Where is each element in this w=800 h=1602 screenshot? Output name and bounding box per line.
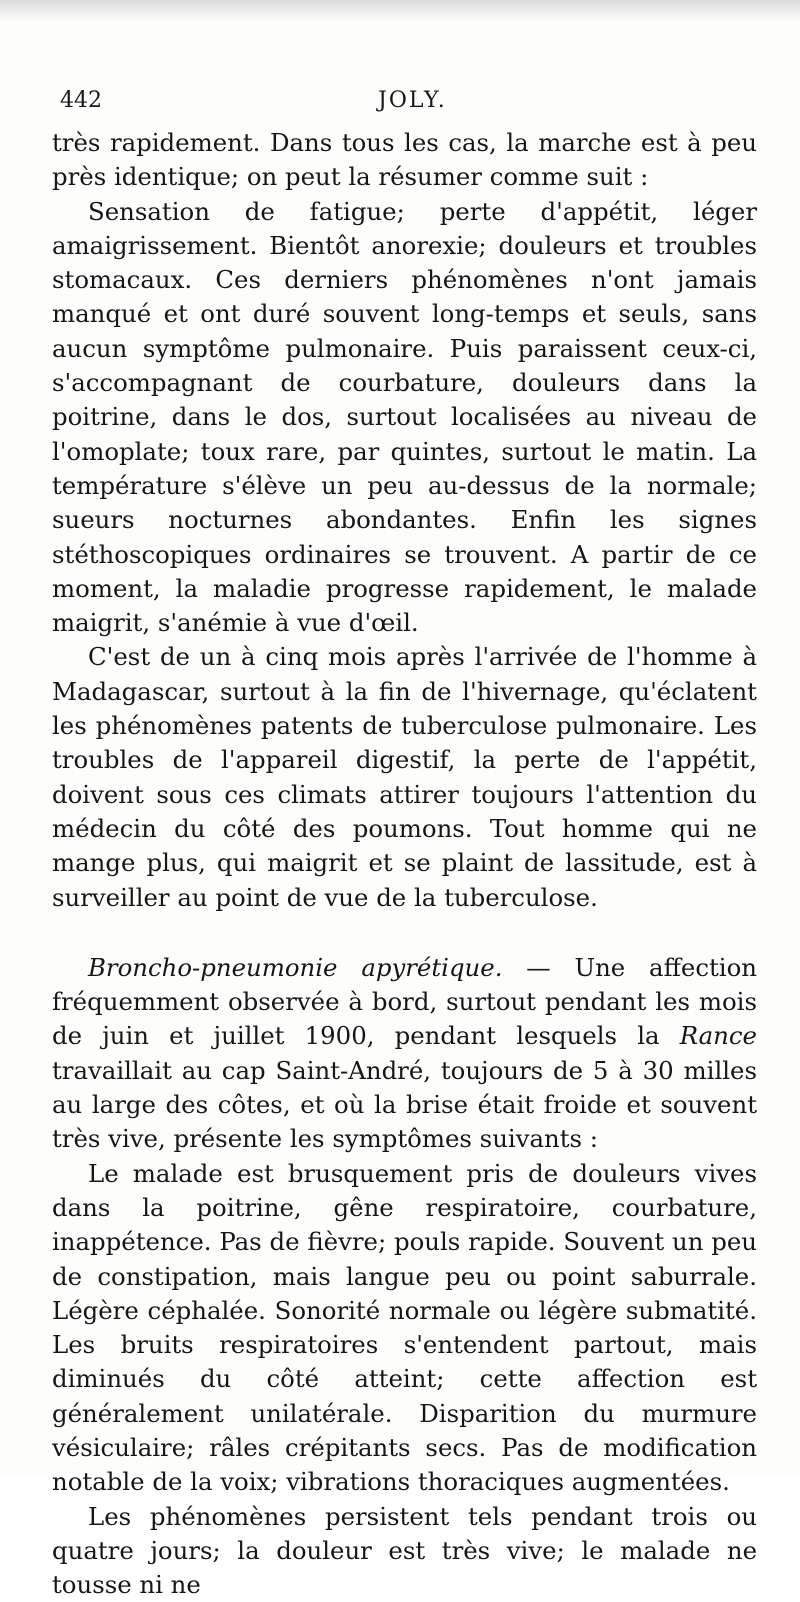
- paragraph-continuation: très rapidement. Dans tous les cas, la marche est à peu près identique; on peut la résumer comme suit :: [52, 128, 757, 192]
- paragraph-madagascar: C'est de un à cinq mois après l'arrivée de l'homme à Madagascar, surtout à la fin de l'hivernage, qu'éclatent les phénomènes patents de tuberculose pulmonaire. Les troubles de l'appareil digestif, la perte de l'appétit, doivent sous ces climats attirer toujours l'attention du médecin du côté des poumons. Tout homme qui ne mange plus, qui maigrit et se plaint de lassitude, est à surveiller au point de vue de la tuberculose.: [52, 642, 757, 912]
- paragraph-clinical-signs: Le malade est brusquement pris de douleurs vives dans la poitrine, gêne respiratoire, courbature, inappétence. Pas de fièvre; pouls rapide. Souvent un peu de constipation, mais langue peu ou point saburrale. Légère céphalée. Sonorité normale ou légère submatité. Les bruits respiratoires s'entendent partout, mais diminués du côté atteint; cette affection est généralement unilatérale. Disparition du murmure vésiculaire; râles crépitants secs. Pas de modification notable de la voix; vibrations thoraciques augmentées.: [52, 1158, 757, 1497]
- running-head: JOLY.: [378, 88, 447, 113]
- page-number: 442: [60, 88, 102, 113]
- section-title: Broncho-pneumonie apyrétique.: [88, 952, 503, 982]
- paragraph-persistence: Les phénomènes persistent tels pendant trois ou quatre jours; la douleur est très vive; le malade ne tousse ni ne: [52, 1501, 757, 1600]
- ship-name: Rance: [679, 1021, 757, 1051]
- body-text: [52, 126, 757, 1602]
- page-top-edge: [0, 0, 800, 22]
- page-header: [60, 88, 750, 118]
- paragraph-text-a: Une affection fréquemment observée à bord, surtout pendant les mois de juin et juillet 1900, pendant lesquels la: [52, 952, 757, 1051]
- section-spacer: [52, 915, 757, 951]
- paragraph-text-b: travaillait au cap Saint-André, toujours de 5 à 30 milles au large des côtes, et où la brise était froide et souvent très vive, présente les symptômes suivants :: [52, 1055, 757, 1154]
- title-dash: —: [502, 952, 575, 982]
- paragraph-broncho-pneumonie: [52, 951, 757, 1157]
- paragraph-symptoms: Sensation de fatigue; perte d'appétit, léger amaigrissement. Bientôt anorexie; douleurs et troubles stomacaux. Ces derniers phénomènes n'ont jamais manqué et ont duré souvent long-temps et seuls, sans aucun symptôme pulmonaire. Puis paraissent ceux-ci, s'accompagnant de courbature, douleurs dans la poitrine, dans le dos, surtout localisées au niveau de l'omoplate; toux rare, par quintes, surtout le matin. La température s'élève un peu au-dessus de la normale; sueurs nocturnes abondantes. Enfin les signes stéthoscopiques ordinaires se trouvent. A partir de ce moment, la maladie progresse rapidement, le malade maigrit, s'anémie à vue d'œil.: [52, 196, 757, 638]
